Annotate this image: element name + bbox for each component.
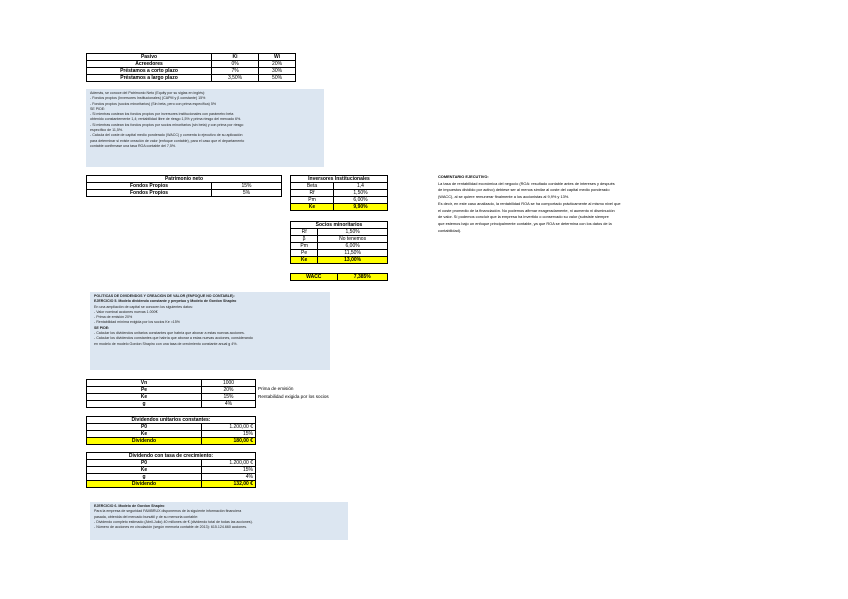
- result-label: Ke: [291, 204, 334, 211]
- table-row: [87, 190, 282, 197]
- row-label: Rf: [291, 190, 334, 197]
- row-label: g: [87, 474, 202, 481]
- note-line: pasada, obtenida del mercado bursátil y de su memoria contable:: [94, 514, 199, 519]
- table-row: [87, 431, 256, 438]
- note-line: En una ampliación de capital se conocen los siguientes datos:: [94, 304, 193, 309]
- row-label: Pm: [291, 197, 334, 204]
- note-line: Además, se conoce del Patrimonio Neto (Equity por su siglas en inglés):: [90, 91, 206, 95]
- note-line: - Si mientras costean los fondos propios por inversores institucionales con parámetro beta: [90, 112, 234, 117]
- socios-table: [290, 221, 388, 264]
- result-value: 180,00 €: [202, 438, 256, 445]
- comment-line: Es decir, en este caso analizado, la rentabilidad ROA se ha comportado prácticamente al mismo nivel que: [438, 200, 621, 206]
- wacc-table: [290, 273, 388, 281]
- row-label: Ke: [87, 431, 202, 438]
- param-label: Ke: [87, 394, 202, 401]
- exercise-note: [90, 292, 330, 370]
- table-row: [87, 474, 256, 481]
- table-row: [87, 387, 256, 394]
- table-row: [291, 243, 388, 250]
- result-value: 9,90%: [334, 204, 388, 211]
- table-row: [291, 190, 388, 197]
- result-label: Ke: [291, 257, 318, 264]
- pasivo-table: [86, 53, 296, 82]
- note-line: - Rentabilidad mínima exigida por los socios Ke =15%: [94, 320, 180, 325]
- comment-line: contabilidad).: [438, 227, 462, 233]
- pasivo-label: Préstamos a largo plazo: [87, 75, 212, 82]
- note-line: - Dividendo completo estimado (Abril-Julio) 40 millones de € (dividendo total de todas las acciones).: [94, 519, 253, 524]
- params-table: [86, 379, 256, 408]
- table-row: [87, 68, 296, 75]
- comment-line: de valor. Sí podemos concluir que la empresa ha invertido o conservado su valor (subsiste siempre: [438, 214, 609, 220]
- note-title: EJERCICIO 6. Modelo de Gordon Shapiro: [94, 504, 165, 508]
- result-value: 13,00%: [318, 257, 388, 264]
- div-growth-header: Dividendo con tasa de crecimiento:: [87, 453, 256, 460]
- row-value: 1.200,00 €: [202, 460, 256, 467]
- note-line: - Fondos propios (Inversores Institucionales) (CAPM y β constante) 15%: [90, 96, 206, 101]
- result-row: [291, 257, 388, 264]
- row-value: 4%: [202, 474, 256, 481]
- pasivo-label: Acreedores: [87, 61, 212, 68]
- note-line: contable confirmase una tasa ROA contable del 7,5%.: [90, 143, 177, 148]
- param-value: 15%: [202, 394, 256, 401]
- row-label: β: [291, 236, 318, 243]
- row-value: 1.200,00 €: [202, 424, 256, 431]
- row-value: 1,50%: [334, 190, 388, 197]
- row-label: Fondos Propios: [87, 183, 212, 190]
- wi-value: 30%: [259, 68, 296, 75]
- patrimonio-header: Patrimonio neto: [87, 176, 282, 183]
- table-row: [87, 380, 256, 387]
- note-title: POLÍTICAS DE DIVIDENDOS Y CREACIÓN DE VALOR (ENFOQUE NO CONTABLE):: [94, 294, 235, 298]
- socios-header: Socios minoritarios: [291, 222, 388, 229]
- note-line: - Calcular los dividendos unitarios constantes que habría que abonar a estas nuevas acciones.: [94, 331, 245, 336]
- param-value: 20%: [202, 387, 256, 394]
- result-label: Dividendo: [87, 438, 202, 445]
- row-value: 6,00%: [334, 197, 388, 204]
- note-line: - Número de acciones en circulación (según memoria contable de 2013): 615.124.660 acciones.: [94, 525, 248, 530]
- param-label: g: [87, 401, 202, 408]
- note-line: - Valor nominal acciones nuevas 1.000€: [94, 309, 158, 314]
- row-value: 15%: [212, 183, 282, 190]
- table-row: [87, 401, 256, 408]
- param-value: 1000: [202, 380, 256, 387]
- result-row: [87, 438, 256, 445]
- result-label: Dividendo: [87, 481, 202, 488]
- row-label: Fondos Propios: [87, 190, 212, 197]
- row-value: 5%: [212, 190, 282, 197]
- div-constant-table: [86, 416, 256, 445]
- result-row: [291, 204, 388, 211]
- wacc-label: WACC: [291, 274, 338, 281]
- comment-line: que estemos bajo un enfoque principalmente contable, ya que ROA se determina con los datos de la: [438, 220, 612, 226]
- row-label: Pm: [291, 243, 318, 250]
- note-line: - Prima de emisión 20%: [94, 315, 133, 320]
- wacc-value: 7,385%: [337, 274, 387, 281]
- wi-header: Wi: [259, 54, 296, 61]
- row-label: P0: [87, 424, 202, 431]
- ki-value: 0%: [212, 61, 259, 68]
- table-row: [87, 75, 296, 82]
- comment-line: de impuestos dividido por activo) debiese ser al menos similar al coste del capital medio ponderado: [438, 187, 610, 193]
- row-value: 1,4: [334, 183, 388, 190]
- comment-line: La tasa de rentabilidad económica del negocio (ROA: resultado contable antes de intereses y después: [438, 180, 615, 186]
- table-row: [87, 394, 256, 401]
- note-line: SE PIDE:: [94, 325, 110, 330]
- note-line: - Calcula del coste de capital medio ponderado (WACC) y comenta lo ejecutivo de su aplicación: [90, 133, 243, 138]
- row-value: 15%: [202, 431, 256, 438]
- pasivo-header: Pasivo: [87, 54, 212, 61]
- table-row: [291, 229, 388, 236]
- executive-comment: [438, 174, 670, 234]
- note-line: SE PIDE:: [90, 106, 106, 111]
- note-line: - Calcular los dividendos constantes que habría que abonar a estas nuevas acciones, considerando: [94, 336, 253, 341]
- note-subtitle: EJERCICIO 5. Modelo dividendo constante y perpetuo y Modelo de Gordon Shapiro: [94, 299, 237, 304]
- pasivo-label: Préstamos a corto plazo: [87, 68, 212, 75]
- result-row: [291, 274, 388, 281]
- comment-line: el coste promedio de la financiación. No podemos afirmar exageradamente, ni aumento ni disminución: [438, 207, 615, 213]
- row-label: Beta: [291, 183, 334, 190]
- patrimonio-table: [86, 175, 282, 197]
- row-label: Rf: [291, 229, 318, 236]
- param-label: Vn: [87, 380, 202, 387]
- note-line: - Si mientras costean los fondos propios por socios minoritarios (sin beta) y con prima por riesgo: [90, 122, 244, 127]
- param-label: Pe: [87, 387, 202, 394]
- row-label: Ke: [87, 467, 202, 474]
- table-row: [87, 424, 256, 431]
- wi-value: 50%: [259, 75, 296, 82]
- row-value: No tenemos: [318, 236, 388, 243]
- note-line: específico de 11,5%.: [90, 128, 124, 133]
- table-row: [87, 183, 282, 190]
- comment-title: COMENTARIO EJECUTIVO:: [438, 174, 489, 179]
- row-label: Pe: [291, 250, 318, 257]
- inversores-table: [290, 175, 388, 211]
- comment-line: (WACC), al se quiere remunerar finalmente a los accionistas al 9,9% y 13%.: [438, 194, 570, 200]
- param-description: Rentabilidad exigida por los socios: [258, 394, 329, 399]
- wi-value: 20%: [259, 61, 296, 68]
- row-value: 11,50%: [318, 250, 388, 257]
- row-value: 1,50%: [318, 229, 388, 236]
- ki-value: 7%: [212, 68, 259, 75]
- note-line: - Fondos propios (socios minoritarios) (Sin beta, pero con prima específica) 5%: [90, 101, 217, 106]
- div-constant-header: Dividendos unitarios constantes:: [87, 417, 256, 424]
- result-row: [87, 481, 256, 488]
- table-row: [87, 467, 256, 474]
- ki-value: 3,50%: [212, 75, 259, 82]
- param-description: Prima de emisión: [258, 386, 294, 391]
- table-row: [291, 250, 388, 257]
- result-value: 132,00 €: [202, 481, 256, 488]
- row-value: 6,00%: [318, 243, 388, 250]
- table-row: [291, 183, 388, 190]
- div-growth-table: [86, 452, 256, 488]
- table-row: [87, 61, 296, 68]
- row-label: P0: [87, 460, 202, 467]
- param-value: 4%: [202, 401, 256, 408]
- note-line: para determinar si existe creación de valor (enfoque contable), para el caso que el departamento: [90, 138, 245, 143]
- note-line: Para la empresa de seguridad FAMBRUX disponemos de la siguiente información financiera: [94, 509, 242, 514]
- table-row: [87, 460, 256, 467]
- note-line: en modelo de modelo Gordon Shapiro con una tasa de crecimiento constante anual g 4%.: [94, 341, 238, 346]
- row-value: 15%: [202, 467, 256, 474]
- table-row: [291, 197, 388, 204]
- table-row: [291, 236, 388, 243]
- ki-header: Ki: [212, 54, 259, 61]
- exercise-note: [90, 502, 348, 540]
- note-line: obtenido constantemente 1,4; rentabilidad libre de riesgo 1,5% y prima riesgo del mercado 6%.: [90, 117, 242, 122]
- inversores-header: Inversores Institucionales: [291, 176, 388, 183]
- exercise-note: [86, 89, 324, 167]
